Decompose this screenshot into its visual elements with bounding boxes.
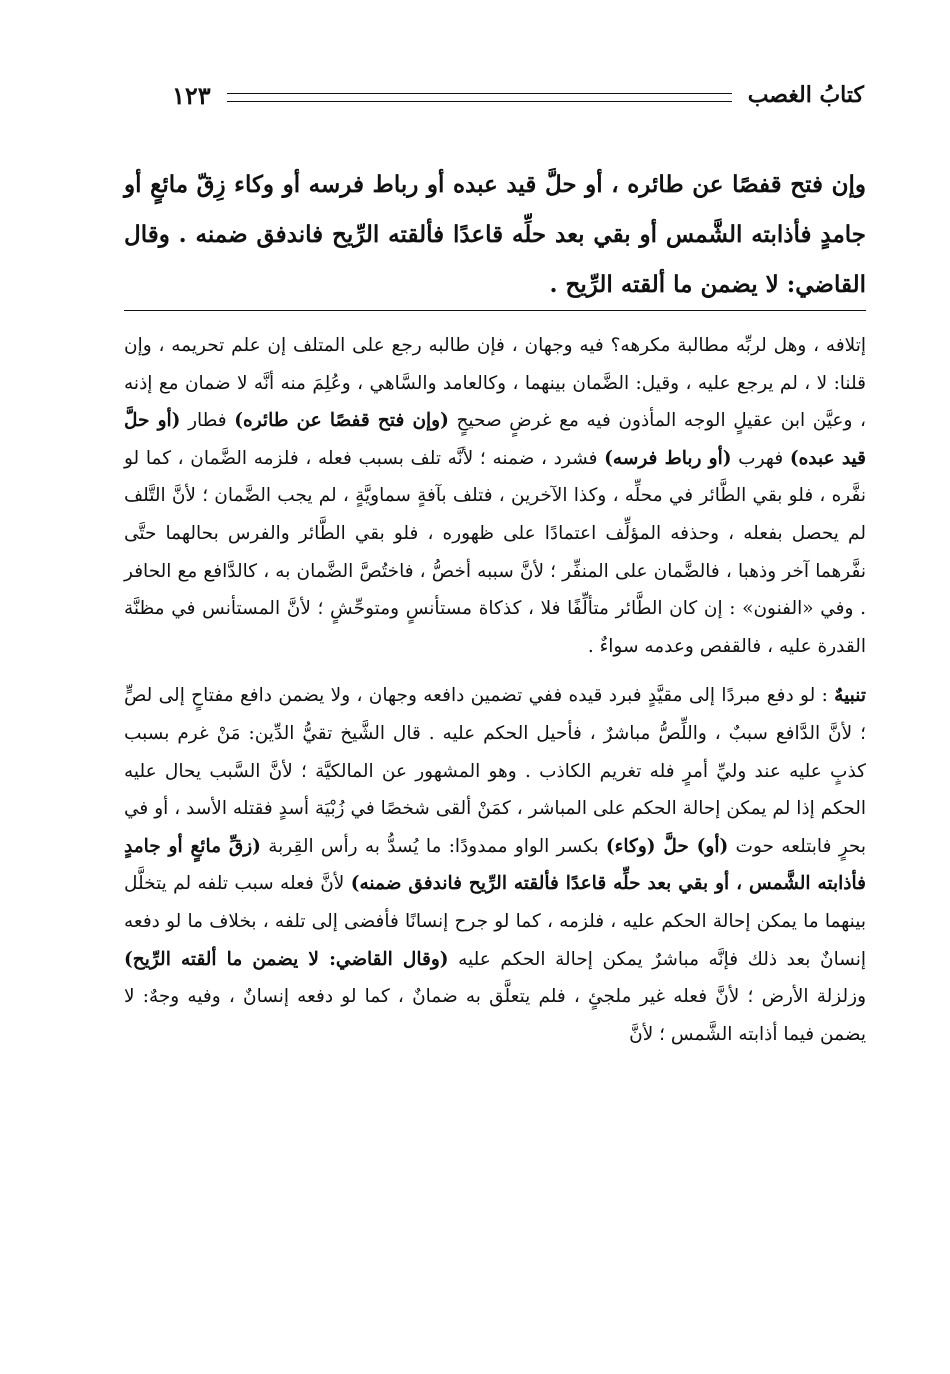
matn-quote: (أو حلَّ قيد عبده) (124, 410, 866, 469)
commentary-text: : لو دفع مبردًا إلى مقيَّدٍ فبرد قيده ففي تضمين دافعه وجهان ، ولا يضمن دافع مفتاحٍ إلى لصٍّ ؛ لأنَّ الدَّافع سببٌ ، واللِّصُّ مباشرٌ ، فأحيل الحكم عليه . قال الشَّيخ تقيُّ الدِّين: مَنْ غرم بسبب كذبٍ عليه عند وليِّ أمرٍ فله تغريم الكاذب . وهو المشهور عن المالكيَّة ؛ لأنَّ السَّبب يحال عليه الحكم إذا لم يمكن إحالة الحكم على المباشر ، كمَنْ ألقى شخصًا في زُبْيَة أسدٍ فقتله الأسد ، أو في بحرٍ فابتلعه حوت (124, 685, 866, 857)
header-rule (227, 93, 732, 102)
matn-quote: (أو رباط فرسه) (604, 447, 732, 469)
note-label: تنبيهٌ (834, 685, 866, 707)
matn-quote: (وإن فتح قفصًا عن طائره) (234, 410, 449, 432)
page-number: ١٢٣ (172, 80, 211, 110)
matn-commentary-divider (124, 310, 866, 311)
matn-quote: (زقِّ مائعٍ أو جامدٍ فأذابته الشَّمس ، أو بقي بعد حلِّه قاعدًا فألقته الرِّيح فاندفق ضمنه) (124, 835, 866, 895)
commentary-text: وزلزلة الأرض ؛ لأنَّ فعله غير ملجئٍ ، فلم يتعلَّق به ضمانٌ ، كما لو دفعه إنسانٌ ، وفيه وجهٌ: لا يضمن فيما أذابته الشَّمس ؛ لأنَّ (124, 986, 866, 1045)
commentary-text: فهرب (738, 447, 784, 469)
commentary-text: فطار (188, 410, 227, 432)
matn-text: وإن فتح قفصًا عن طائره ، أو حلَّ قيد عبده أو رباط فرسه أو وكاء زِقّ مائعٍ أو جامدٍ فأذابته الشَّمس أو بقي بعد حلِّه قاعدًا فألقته الرِّيح فاندفق ضمنه . وقال القاضي: لا يضمن ما ألقته الرِّيح . (124, 171, 866, 298)
commentary (124, 327, 866, 1053)
commentary-text: إتلافه ، وهل لربِّه مطالبة مكرهه؟ فيه وجهان ، فإن طالبه رجع على المتلف إن علم تحريمه ، وإن قلنا: لا ، لم يرجع عليه ، وقيل: الضَّمان بينهما ، وكالعامد والسَّاهي ، وعُلِمَ منه أنَّه لا ضمان مع إذنه ، وعيَّن ابن عقيلٍ الوجه المأذون فيه مع غرضٍ صحيحٍ (124, 335, 866, 432)
commentary-text: بكسر الواو ممدودًا: ما يُسدُّ به رأس القِربة (268, 835, 599, 857)
matn-quote: (وقال القاضي: لا يضمن ما ألقته الرِّيح) (124, 948, 449, 970)
commentary-paragraph-1 (124, 327, 866, 665)
commentary-paragraph-2 (124, 677, 866, 1053)
commentary-text: فشرد ، ضمنه ؛ لأنَّه تلف بسبب فعله ، فلزمه الضَّمان ، كما لو نفَّره ، فلو بقي الطَّائر في محلِّه ، وكذا الآخرين ، فتلف بآفةٍ سماويَّةٍ ، لم يجب الضَّمان ؛ لأنَّ التَّلف لم يحصل بفعله ، وحذفه المؤلِّف اعتمادًا على ظهوره ، فلو بقي الطَّائر والفرس بحالهما حتَّى نفَّرهما آخر وذهبا ، فالضَّمان على المنفِّر ؛ لأنَّ سببه أخصُّ ، فاختُصَّ الضَّمان به ، كالدَّافع مع الحافر . وفي «الفنون» : إن كان الطَّائر متألِّفًا فلا ، كذكاة مستأنسٍ ومتوحِّشٍ ؛ لأنَّ المستأنس في مظنَّة القدرة عليه ، فالقفص وعدمه سواءٌ . (124, 447, 866, 657)
commentary-text: لأنَّ فعله سبب تلفه لم يتخلَّل بينهما ما يمكن إحالة الحكم عليه ، فلزمه ، كما لو جرح إنسانًا فأفضى إلى تلفه ، بخلاف ما لو دفعه إنسانٌ بعد ذلك فإنَّه مباشرٌ يمكن إحالة الحكم عليه (124, 873, 866, 970)
page-header (172, 78, 864, 112)
matn-quote: (أو) حلَّ (وكاء) (605, 835, 729, 857)
book-title: كتابُ الغصب (747, 82, 864, 108)
